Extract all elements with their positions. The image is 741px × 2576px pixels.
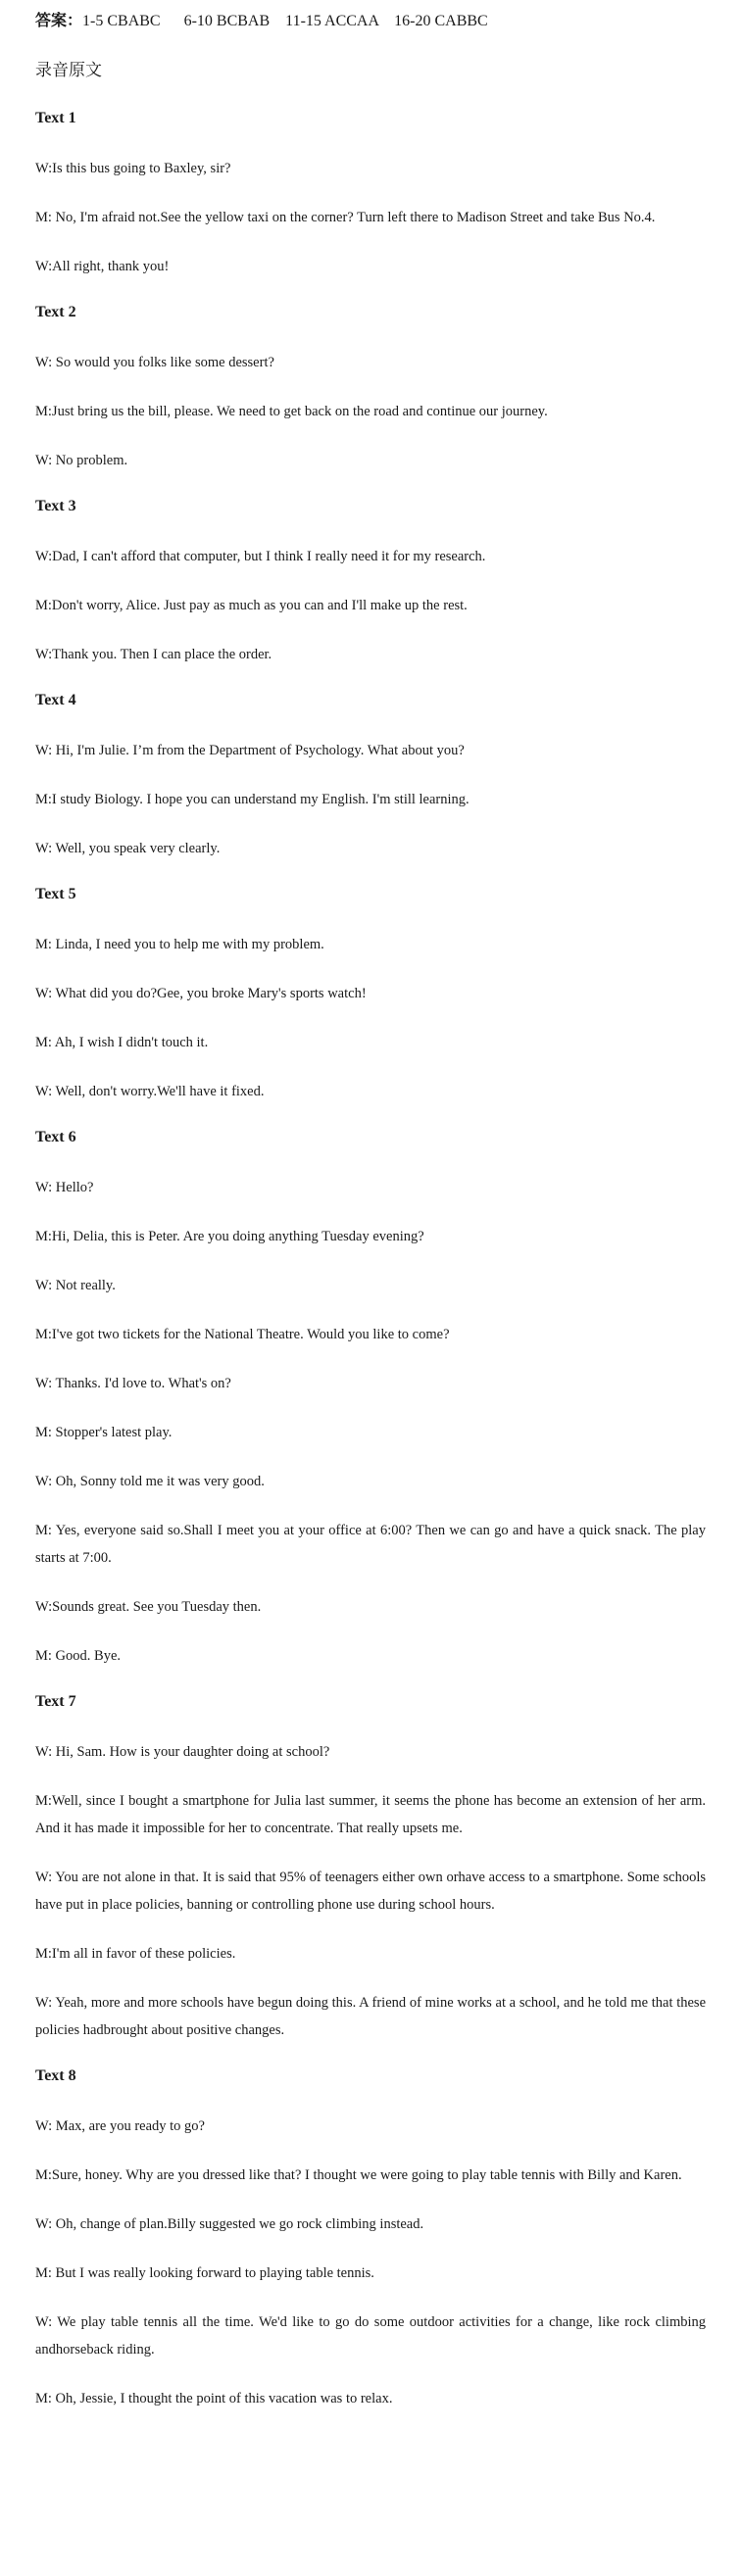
dialogue-line: W: No problem.: [35, 453, 128, 468]
dialogue-line: W:Thank you. Then I can place the order.: [35, 647, 272, 662]
dialogue-line: W: Well, you speak very clearly.: [35, 841, 221, 856]
text-section: [35, 1125, 706, 1670]
dialogue-line: M: Stopper's latest play.: [35, 1425, 173, 1440]
dialogue-line: W: Max, are you ready to go?: [35, 2118, 205, 2134]
text-section: [35, 494, 706, 668]
text-heading: Text 2: [35, 304, 76, 320]
text-heading: Text 4: [35, 692, 76, 708]
dialogue-line: W: Thanks. I'd love to. What's on?: [35, 1376, 231, 1391]
answer-values: 1-5 CBABC 6-10 BCBAB 11-15 ACCAA 16-20 CABBC: [82, 13, 488, 29]
dialogue-line: W:Dad, I can't afford that computer, but I think I really need it for my research.: [35, 549, 486, 564]
dialogue-line: M:Just bring us the bill, please. We need to get back on the road and continue our journey.: [35, 404, 548, 419]
dialogue-line: W: Hello?: [35, 1180, 94, 1195]
text-section: [35, 882, 706, 1105]
dialogue-line: W:All right, thank you!: [35, 259, 170, 274]
text-heading: Text 8: [35, 2067, 76, 2084]
dialogue-line: M:I study Biology. I hope you can understand my English. I'm still learning.: [35, 792, 469, 807]
dialogue-line: M: Linda, I need you to help me with my problem.: [35, 937, 324, 952]
dialogue-line: W:Is this bus going to Baxley, sir?: [35, 161, 231, 176]
text-heading: Text 7: [35, 1693, 76, 1710]
dialogue-line: W:Sounds great. See you Tuesday then.: [35, 1599, 262, 1615]
text-heading: Text 3: [35, 498, 76, 514]
text-section: [35, 1689, 706, 2044]
text-section: [35, 688, 706, 862]
answer-key: [35, 8, 706, 37]
dialogue-line: W: Well, don't worry.We'll have it fixed.: [35, 1084, 265, 1099]
dialogue-line: W: So would you folks like some dessert?: [35, 355, 274, 370]
dialogue-line: M: Yes, everyone said so.Shall I meet you at your office at 6:00? Then we can go and have a quick snack. The play starts at 7:00.: [35, 1523, 706, 1566]
dialogue-line: W: You are not alone in that. It is said that 95% of teenagers either own orhave access to a smartphone. Some schools have put in place policies, banning or controlling phone use during school hours.: [35, 1870, 706, 1913]
text-heading: Text 6: [35, 1129, 76, 1145]
dialogue-line: W: Oh, change of plan.Billy suggested we go rock climbing instead.: [35, 2216, 424, 2232]
text-heading: Text 1: [35, 110, 76, 126]
dialogue-line: M:Hi, Delia, this is Peter. Are you doing anything Tuesday evening?: [35, 1229, 424, 1244]
dialogue-line: W: Oh, Sonny told me it was very good.: [35, 1474, 265, 1489]
dialogue-line: W: What did you do?Gee, you broke Mary's sports watch!: [35, 986, 367, 1001]
dialogue-line: W: We play table tennis all the time. We'd like to go do some outdoor activities for a change, like rock climbing andhorseback riding.: [35, 2314, 706, 2357]
dialogue-line: M: But I was really looking forward to playing table tennis.: [35, 2265, 374, 2281]
answer-label: 答案：: [35, 13, 83, 29]
section-title: 录音原文: [35, 61, 102, 79]
text-section: [35, 300, 706, 474]
transcript-body: [35, 106, 706, 2412]
dialogue-line: M: Ah, I wish I didn't touch it.: [35, 1035, 209, 1050]
text-section: [35, 2064, 706, 2412]
dialogue-line: M:Sure, honey. Why are you dressed like that? I thought we were going to play table tennis with Billy and Karen.: [35, 2167, 682, 2183]
dialogue-line: M: No, I'm afraid not.See the yellow taxi on the corner? Turn left there to Madison Street and take Bus No.4.: [35, 210, 656, 225]
dialogue-line: M:Don't worry, Alice. Just pay as much as you can and I'll make up the rest.: [35, 598, 468, 613]
dialogue-line: W: Hi, Sam. How is your daughter doing at school?: [35, 1744, 330, 1760]
dialogue-line: W: Not really.: [35, 1278, 116, 1293]
dialogue-line: M:I'm all in favor of these policies.: [35, 1946, 236, 1962]
dialogue-line: W: Yeah, more and more schools have begun doing this. A friend of mine works at a school, and he told me that these policies hadbrought about positive changes.: [35, 1995, 706, 2038]
dialogue-line: M: Good. Bye.: [35, 1648, 121, 1664]
dialogue-line: M: Oh, Jessie, I thought the point of this vacation was to relax.: [35, 2391, 393, 2406]
text-heading: Text 5: [35, 886, 76, 902]
text-section: [35, 106, 706, 280]
dialogue-line: M:Well, since I bought a smartphone for Julia last summer, it seems the phone has become an extension of her arm. And it has made it impossible for her to concentrate. That really upsets me.: [35, 1793, 706, 1836]
dialogue-line: M:I've got two tickets for the National Theatre. Would you like to come?: [35, 1327, 450, 1342]
dialogue-line: W: Hi, I'm Julie. I’m from the Department of Psychology. What about you?: [35, 743, 465, 758]
